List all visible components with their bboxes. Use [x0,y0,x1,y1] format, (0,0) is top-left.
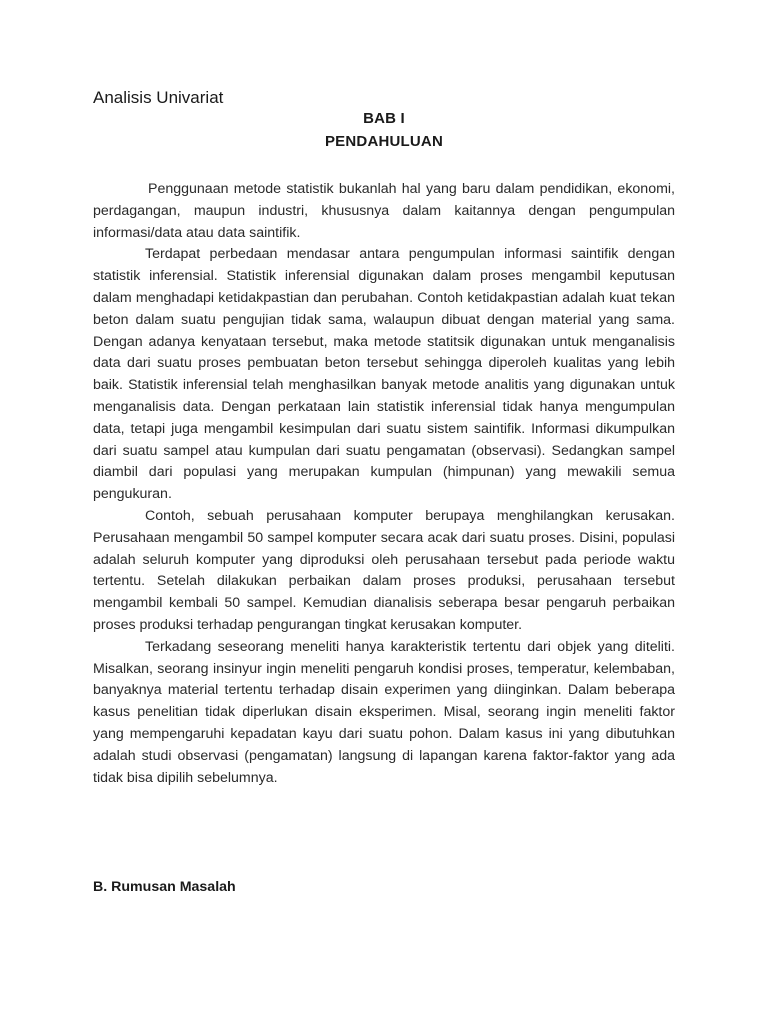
section-heading: B. Rumusan Masalah [93,879,236,895]
chapter-title: PENDAHULUAN [324,133,444,150]
paragraph: Contoh, sebuah perusahaan komputer berupaya menghilangkan kerusakan. Perusahaan mengambil 50 sampel komputer secara acak dari suatu proses. Disini, populasi adalah seluruh komputer yang diproduksi oleh perusahaan tersebut pada periode waktu tertentu. Setelah dilakukan perbaikan dalam proses produksi, perusahaan tersebut mengambil kembali 50 sampel. Kemudian dianalisis seberapa besar pengaruh perbaikan proses produksi terhadap pengurangan tingkat kerusakan komputer. [93,507,675,633]
paragraph: Penggunaan metode statistik bukanlah hal yang baru dalam pendidikan, ekonomi, perdagangan, maupun industri, khususnya dalam kaitannya dengan pengumpulan informasi/data atau data saintifik. [93,181,675,241]
chapter-number: BAB I [363,110,405,127]
paragraph: Terkadang seseorang meneliti hanya karakteristik tertentu dari objek yang diteliti. Misalkan, seorang insinyur ingin meneliti pengaruh kondisi proses, temperatur, kelembaban, banyaknya material tertentu terhadap disain experimen yang diinginkan. Dalam beberapa kasus penelitian tidak diperlukan disain eksperimen. Misal, seorang ingin meneliti faktor yang mempengaruhi kepadatan kayu dari suatu pohon. Dalam kasus ini yang dibutuhkan adalah studi observasi (pengamatan) langsung di lapangan karena faktor-faktor yang ada tidak bisa dipilih sebelumnya. [93,638,675,786]
document-title: Analisis Univariat [93,88,224,107]
body-text [93,179,675,789]
paragraph: Terdapat perbedaan mendasar antara pengumpulan informasi saintifik dengan statistik inferensial. Statistik inferensial digunakan dalam proses mengambil keputusan dalam menghadapi ketidakpastian dan perubahan. Contoh ketidakpastian adalah kuat tekan beton dalam suatu pengujian tidak sama, walaupun dibuat dengan material yang sama. Dengan adanya kenyataan tersebut, maka metode statitsik digunakan untuk menganalisis data dari suatu proses pembuatan beton tersebut sehingga diperoleh kualitas yang lebih baik. Statistik inferensial telah menghasilkan banyak metode analitis yang digunakan untuk menganalisis data. Dengan perkataan lain statistik inferensial tidak hanya mengumpulan data, tetapi juga mengambil kesimpulan dari suatu sistem saintifik. Informasi dikumpulkan dari suatu sampel atau kumpulan dari suatu pengamatan (observasi). Sedangkan sampel diambil dari populasi yang merupakan kumpulan (himpunan) yang mewakili semua pengukuran. [93,246,675,503]
